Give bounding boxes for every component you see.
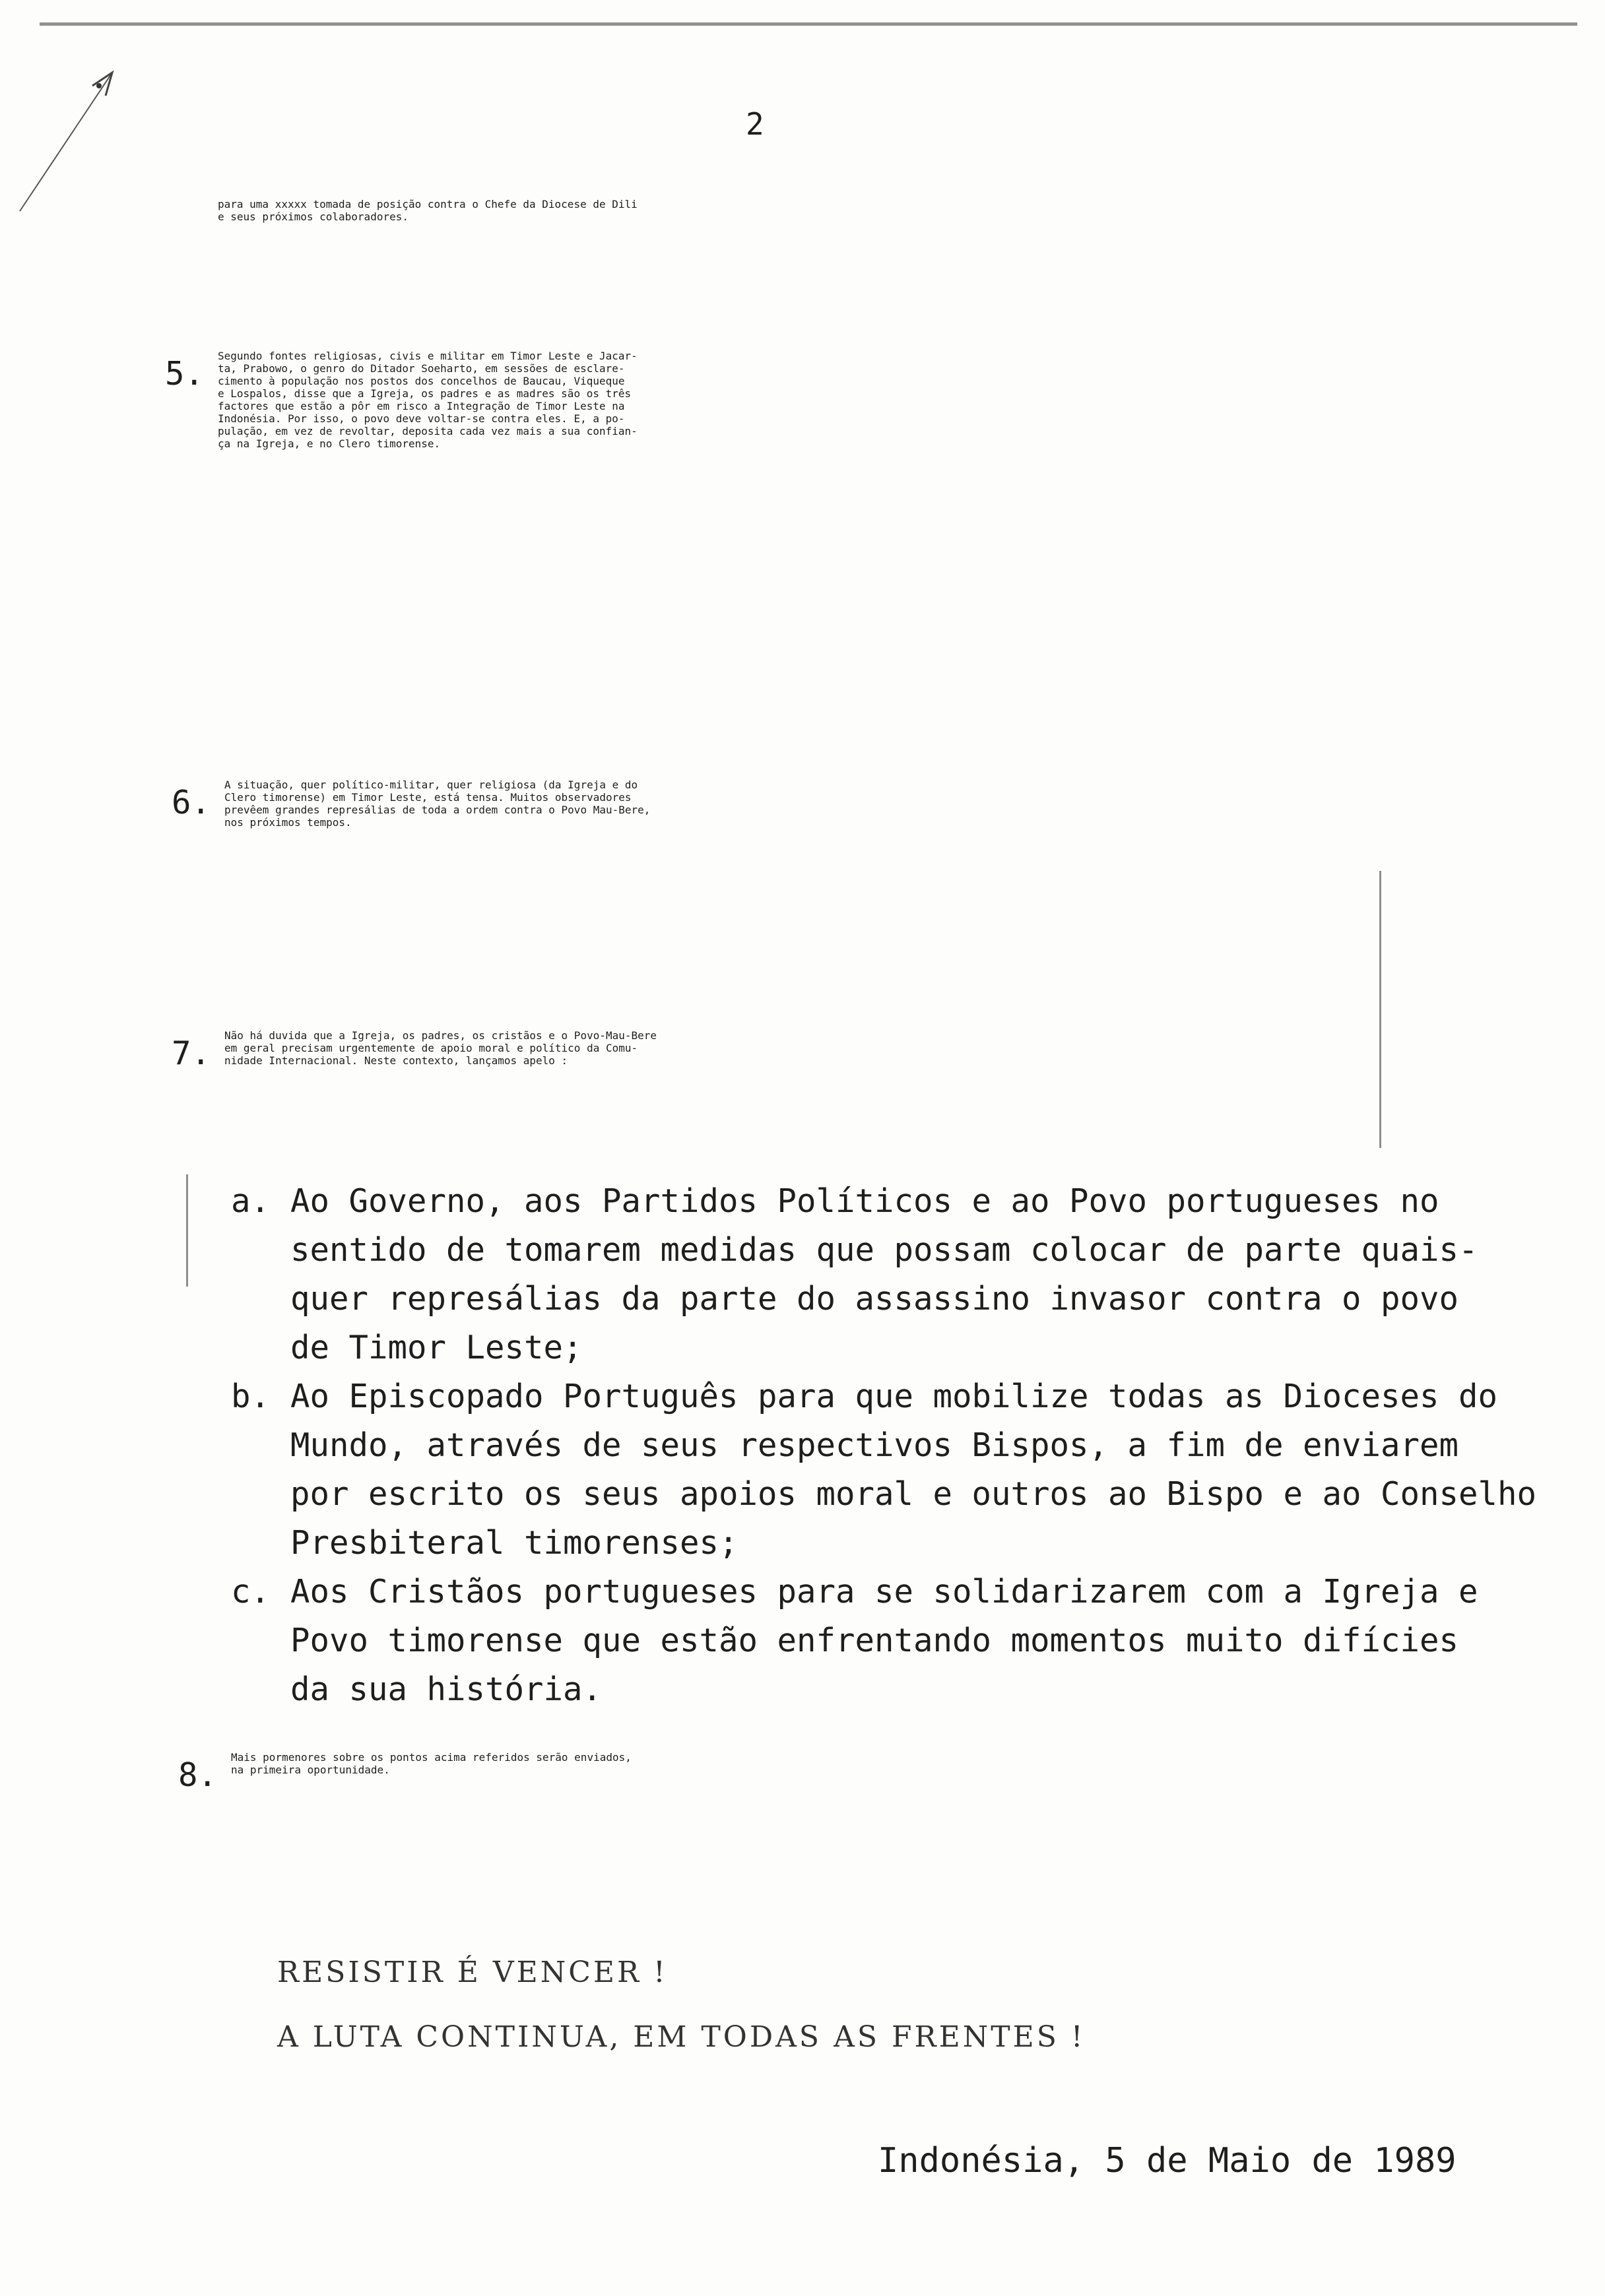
text-line: nos próximos tempos. [224,816,352,829]
text-line: na primeira oportunidade. [231,1764,390,1776]
numbered-item-5 [165,350,638,450]
text-line: nidade Internacional. Neste contexto, lançamos apelo : [224,1054,568,1067]
text-line: pulação, em vez de revoltar, deposita cada vez mais a sua confian- [218,425,638,437]
text-line: por escrito os seus apoios moral e outros ao Bispo e ao Conselho [290,1475,1537,1513]
text-line: para uma xxxxx tomada de posição contra o Chefe da Diocese de Dili [218,198,638,210]
text-line: ça na Igreja, e no Clero timorense. [218,437,441,450]
subitem-label: b. [231,1378,271,1415]
item-number: 8. [178,1756,218,1794]
top-edge-rule [40,22,1577,26]
text-line: em geral precisam urgentemente de apoio moral e político da Comu- [224,1042,638,1054]
subitem-c [231,1568,1478,1714]
numbered-item-8 [178,1751,632,1794]
text-line: Povo timorense que estão enfrentando momentos muito difícies [290,1622,1459,1659]
text-line: ta, Prabowo, o genro do Ditador Soeharto, em sessões de esclare- [218,362,625,375]
text-line: quer represálias da parte do assassino invasor contra o povo [290,1280,1459,1318]
text-line: e Lospalos, disse que a Igreja, os padres e as madres são os três [218,387,632,400]
text-line: factores que estão a pôr em risco a Integração de Timor Leste na [218,400,625,412]
text-line: prevêem grandes represálias de toda a ordem contra o Povo Mau-Bere, [224,804,651,816]
place-and-date: Indonésia, 5 de Maio de 1989 [878,2141,1457,2181]
subitem-label: c. [231,1573,271,1610]
text-line: Ao Episcopado Português para que mobilize todas as Dioceses do [290,1378,1498,1415]
text-line: Aos Cristãos portugueses para se solidarizarem com a Igreja e [290,1573,1478,1610]
subitem-label: a. [231,1182,271,1220]
slogan-a-luta: A LUTA CONTINUA, EM TODAS AS FRENTES ! [277,2020,1086,2054]
numbered-item-6 [172,779,651,829]
text-line: Mundo, através de seus respectivos Bispos, a fim de enviarem [290,1426,1459,1464]
text-line: Indonésia. Por isso, o povo deve voltar-se contra eles. E, a po- [218,412,625,425]
text-line: de Timor Leste; [290,1329,583,1366]
text-line: cimento à população nos postos dos concelhos de Baucau, Viqueque [218,375,625,387]
item-number: 6. [172,784,211,821]
text-line: Presbiteral timorenses; [290,1524,738,1562]
intro-paragraph [218,198,638,223]
text-line: Mais pormenores sobre os pontos acima referidos serão enviados, [231,1751,632,1764]
subitem-a [231,1177,1478,1372]
page-number: 2 [746,106,764,142]
item-number: 5. [165,355,205,393]
scan-margin-line [186,1174,188,1287]
numbered-item-7 [172,1029,657,1072]
text-line: Não há duvida que a Igreja, os padres, os cristãos e o Povo-Mau-Bere [224,1029,657,1042]
text-line: Segundo fontes religiosas, civis e militar em Timor Leste e Jacar- [218,350,638,362]
subitem-b [231,1372,1537,1568]
scan-vertical-line [1379,871,1381,1148]
text-line: da sua história. [290,1671,603,1708]
margin-pen-mark [7,46,139,218]
text-line: Ao Governo, aos Partidos Políticos e ao Povo portugueses no [290,1182,1439,1220]
text-line: sentido de tomarem medidas que possam colocar de parte quais- [290,1231,1478,1269]
text-line: Clero timorense) em Timor Leste, está tensa. Muitos observadores [224,791,632,804]
text-line: A situação, quer político-militar, quer religiosa (da Igreja e do [224,779,638,791]
text-line: e seus próximos colaboradores. [218,210,409,223]
slogan-resistir: RESISTIR É VENCER ! [277,1956,668,1989]
item-number: 7. [172,1035,211,1072]
